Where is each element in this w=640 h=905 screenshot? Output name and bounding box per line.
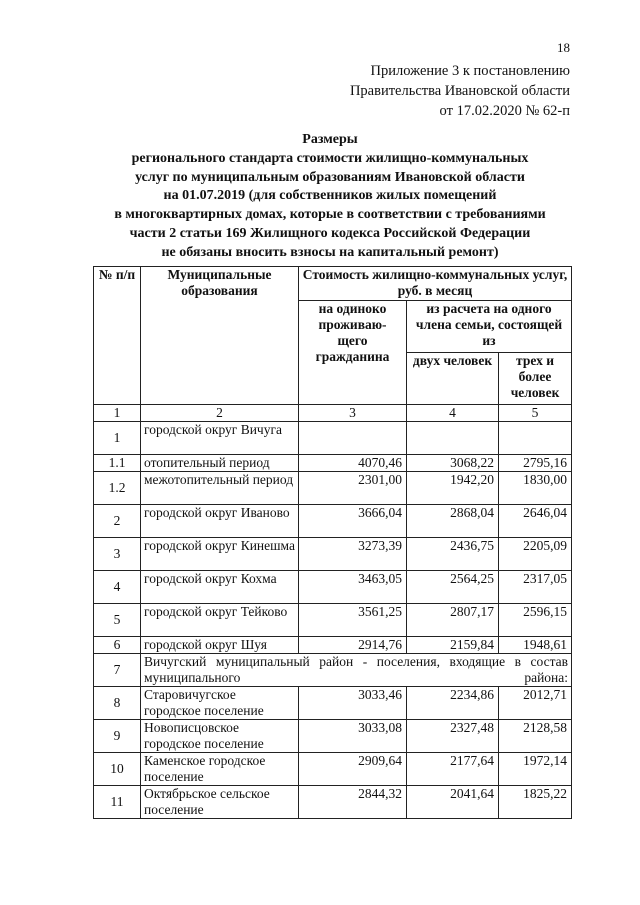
value-three: 2317,05 <box>499 571 572 604</box>
value-two: 2436,75 <box>407 538 499 571</box>
value-three: 1948,61 <box>499 637 572 654</box>
title-line: части 2 статьи 169 Жилищного кодекса Российской Федерации <box>129 225 531 241</box>
value-two: 3068,22 <box>407 455 499 472</box>
row-number: 2 <box>94 505 141 538</box>
value-three: 1825,22 <box>499 786 572 819</box>
value-two: 2177,64 <box>407 753 499 786</box>
value-single: 2909,64 <box>299 753 407 786</box>
title-line: услуг по муниципальным образованиям Ивановской области <box>135 169 525 185</box>
row-number: 11 <box>94 786 141 819</box>
header-three: трех и более человек <box>499 353 572 405</box>
value-three: 2596,15 <box>499 604 572 637</box>
value-three: 2205,09 <box>499 538 572 571</box>
col-index-cell: 2 <box>141 405 299 422</box>
table-row <box>94 687 572 720</box>
row-number: 5 <box>94 604 141 637</box>
value-single: 3033,08 <box>299 720 407 753</box>
value-three: 2128,58 <box>499 720 572 753</box>
value-two: 2041,64 <box>407 786 499 819</box>
value-two: 2868,04 <box>407 505 499 538</box>
header-single: на одиноко проживаю- щего гражданина <box>299 301 407 405</box>
appendix-line: от 17.02.2020 № 62-п <box>439 103 570 119</box>
value-single: 2301,00 <box>299 472 407 505</box>
value-three: 2012,71 <box>499 687 572 720</box>
table-row <box>94 422 572 455</box>
header-municipality: Муниципальные образования <box>141 267 299 405</box>
value-two: 2159,84 <box>407 637 499 654</box>
value-three: 2646,04 <box>499 505 572 538</box>
table-row <box>94 538 572 571</box>
cost-table <box>93 266 572 819</box>
value-single: 2914,76 <box>299 637 407 654</box>
col-index-cell: 4 <box>407 405 499 422</box>
row-number: 1.1 <box>94 455 141 472</box>
row-number: 7 <box>94 654 141 687</box>
row-name: Октябрьское сельское поселение <box>141 786 299 819</box>
table-row <box>94 753 572 786</box>
value-two: 2807,17 <box>407 604 499 637</box>
value-three: 1972,14 <box>499 753 572 786</box>
value-two <box>407 422 499 455</box>
value-single: 3463,05 <box>299 571 407 604</box>
row-name: межотопительный период <box>141 472 299 505</box>
table-row <box>94 571 572 604</box>
title-line: регионального стандарта стоимости жилищно-коммунальных <box>131 150 529 166</box>
row-name: городской округ Иваново <box>141 505 299 538</box>
row-number: 6 <box>94 637 141 654</box>
title-line: на 01.07.2019 (для собственников жилых помещений <box>163 188 497 204</box>
col-index-cell: 5 <box>499 405 572 422</box>
table-row <box>94 604 572 637</box>
row-name: городской округ Вичуга <box>141 422 299 455</box>
value-three: 1830,00 <box>499 472 572 505</box>
col-index-cell: 1 <box>94 405 141 422</box>
table-row <box>94 455 572 472</box>
header-per-member: из расчета на одного члена семьи, состоящей из <box>407 301 572 353</box>
row-number: 10 <box>94 753 141 786</box>
column-index-row <box>94 405 572 422</box>
row-name: Каменское городское поселение <box>141 753 299 786</box>
row-number: 9 <box>94 720 141 753</box>
value-single: 3273,39 <box>299 538 407 571</box>
document-title <box>60 131 600 263</box>
row-name: городской округ Кинешма <box>141 538 299 571</box>
row-name: городской округ Тейково <box>141 604 299 637</box>
table-row <box>94 637 572 654</box>
table-row <box>94 654 572 687</box>
value-single <box>299 422 407 455</box>
value-three <box>499 422 572 455</box>
row-name: городской округ Шуя <box>141 637 299 654</box>
title-line: Размеры <box>302 132 358 147</box>
row-name: Новописцовское городское поселение <box>141 720 299 753</box>
table-row <box>94 720 572 753</box>
page-number: 18 <box>557 40 570 55</box>
row-number: 8 <box>94 687 141 720</box>
appendix-line: Приложение 3 к постановлению <box>370 63 570 79</box>
row-name: городской округ Кохма <box>141 571 299 604</box>
value-single: 3033,46 <box>299 687 407 720</box>
row-number: 4 <box>94 571 141 604</box>
col-index-cell: 3 <box>299 405 407 422</box>
table-row <box>94 505 572 538</box>
table-row <box>94 472 572 505</box>
value-two: 1942,20 <box>407 472 499 505</box>
row-number: 3 <box>94 538 141 571</box>
title-line: в многоквартирных домах, которые в соответствии с требованиями <box>114 207 546 223</box>
value-single: 3561,25 <box>299 604 407 637</box>
value-three: 2795,16 <box>499 455 572 472</box>
value-two: 2327,48 <box>407 720 499 753</box>
value-single: 4070,46 <box>299 455 407 472</box>
header-cost: Стоимость жилищно-коммунальных услуг, руб. в месяц <box>299 267 572 301</box>
value-two: 2234,86 <box>407 687 499 720</box>
appendix-line: Правительства Ивановской области <box>349 83 570 99</box>
title-line: не обязаны вносить взносы на капитальный ремонт) <box>161 244 499 260</box>
row-number: 1 <box>94 422 141 455</box>
table-row <box>94 786 572 819</box>
header-two: двух человек <box>407 353 499 405</box>
header-num: № п/п <box>94 267 141 405</box>
value-single: 3666,04 <box>299 505 407 538</box>
row-number: 1.2 <box>94 472 141 505</box>
value-single: 2844,32 <box>299 786 407 819</box>
row-name: отопительный период <box>141 455 299 472</box>
appendix-header <box>350 61 570 121</box>
district-note: Вичугский муниципальный район - поселения, входящие в состав муниципального района: <box>141 654 572 687</box>
value-two: 2564,25 <box>407 571 499 604</box>
row-name: Старовичугское городское поселение <box>141 687 299 720</box>
